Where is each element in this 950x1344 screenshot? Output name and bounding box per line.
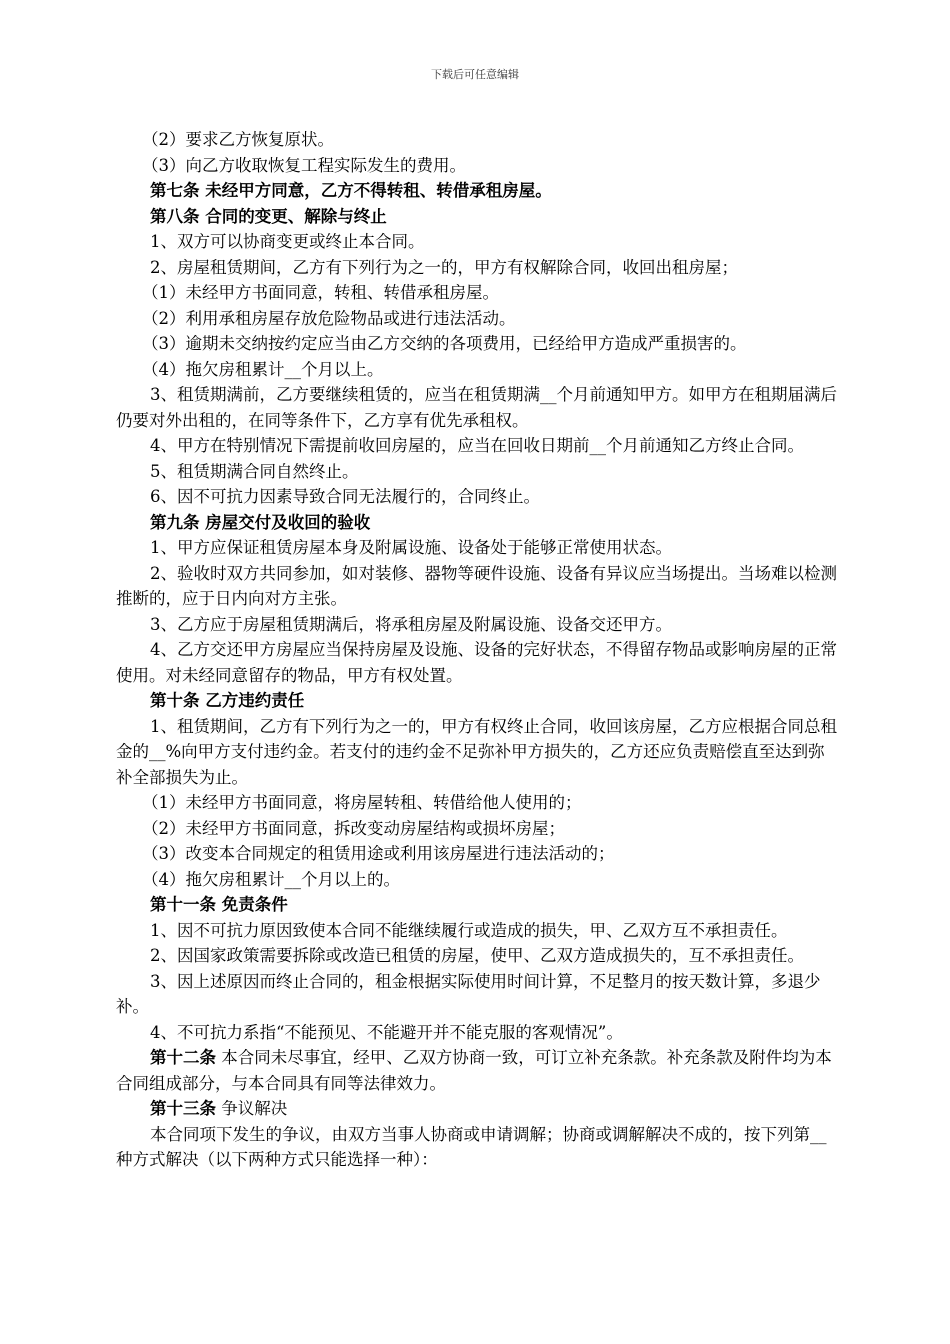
paragraph: 4、甲方在特别情况下需提前收回房屋的，应当在回收日期前__个月前通知乙方终止合同。: [150, 436, 804, 455]
paragraph: 6、因不可抗力因素导致合同无法履行的，合同终止。: [150, 487, 540, 506]
paragraph: 4、不可抗力系指“不能预见、不能避开并不能克服的客观情况”。: [150, 1022, 623, 1042]
article-text: 本合同未尽事宜，经甲、乙双方协商一致，可订立补充条款。补充条款及附件均为本合同组成部分，与本合同具有同等法律效力。: [116, 1048, 832, 1093]
paragraph: （1）未经甲方书面同意，转租、转借承租房屋。: [142, 283, 499, 302]
paragraph: 4、乙方交还甲方房屋应当保持房屋及设施、设备的完好状态，不得留存物品或影响房屋的正常使用。对未经同意留存的物品，甲方有权处置。: [116, 640, 837, 685]
paragraph: 1、双方可以协商变更或终止本合同。: [150, 232, 425, 251]
paragraph: （2）未经甲方书面同意，拆改变动房屋结构或损坏房屋；: [142, 818, 565, 838]
article-heading: 第九条 房屋交付及收回的验收: [150, 512, 371, 532]
paragraph: 1、因不可抗力原因致使本合同不能继续履行或造成的损失，甲、乙双方互不承担责任。: [150, 920, 788, 940]
article-heading: 第十条 乙方违约责任: [150, 691, 305, 710]
article-paragraph: [116, 1096, 838, 1122]
article-lead: 第十三条: [150, 1099, 216, 1118]
paragraph: 本合同项下发生的争议，由双方当事人协商或申请调解；协商或调解解决不成的，按下列第__种方式解决（以下两种方式只能选择一种）：: [116, 1124, 827, 1169]
paragraph: （4）拖欠房租累计__个月以上的。: [142, 869, 400, 889]
paragraph: 1、租赁期间，乙方有下列行为之一的，甲方有权终止合同，收回该房屋，乙方应根据合同总租金的__%向甲方支付违约金。若支付的违约金不足弥补甲方损失的，乙方还应负责赔偿直至达到弥补全部损失为止。: [116, 716, 837, 787]
paragraph: 3、因上述原因而终止合同的，租金根据实际使用时间计算，不足整月的按天数计算，多退少补。: [116, 971, 821, 1016]
article-text: 争议解决: [216, 1099, 288, 1118]
paragraph: 3、乙方应于房屋租赁期满后，将承租房屋及附属设施、设备交还甲方。: [150, 614, 672, 634]
paragraph: 2、验收时双方共同参加，如对装修、器物等硬件设施、设备有异议应当场提出。当场难以检测推断的，应于日内向对方主张。: [116, 563, 837, 608]
paragraph: （4）拖欠房租累计__个月以上。: [142, 359, 384, 379]
paragraph: 1、甲方应保证租赁房屋本身及附属设施、设备处于能够正常使用状态。: [150, 538, 672, 557]
paragraph: 2、因国家政策需要拆除或改造已租赁的房屋，使甲、乙双方造成损失的，互不承担责任。: [150, 946, 804, 965]
paragraph: 2、房屋租赁期间，乙方有下列行为之一的，甲方有权解除合同，收回出租房屋；: [150, 257, 738, 277]
document-body: [116, 127, 838, 1173]
article-lead: 第十二条: [150, 1048, 216, 1067]
article-heading: 第七条 未经甲方同意，乙方不得转租、转借承租房屋。: [150, 181, 552, 200]
paragraph: （2）利用承租房屋存放危险物品或进行违法活动。: [142, 308, 516, 328]
article-heading: 第十一条 免责条件: [150, 895, 288, 914]
paragraph: （1）未经甲方书面同意，将房屋转租、转借给他人使用的；: [142, 793, 582, 812]
article-heading: 第八条 合同的变更、解除与终止: [150, 206, 387, 226]
paragraph: 5、租赁期满合同自然终止。: [150, 461, 359, 481]
paragraph: （3）逾期未交纳按约定应当由乙方交纳的各项费用，已经给甲方造成严重损害的。: [142, 334, 747, 353]
paragraph: 3、租赁期满前，乙方要继续租赁的，应当在租赁期满__个月前通知甲方。如甲方在租期届满后仍要对外出租的，在同等条件下，乙方享有优先承租权。: [116, 385, 837, 430]
paragraph: （3）向乙方收取恢复工程实际发生的费用。: [142, 155, 466, 175]
paragraph: （2）要求乙方恢复原状。: [142, 130, 334, 149]
page-header-note: 下载后可任意编辑: [431, 68, 519, 81]
paragraph: （3）改变本合同规定的租赁用途或利用该房屋进行违法活动的；: [142, 844, 615, 863]
article-paragraph: [116, 1045, 838, 1096]
